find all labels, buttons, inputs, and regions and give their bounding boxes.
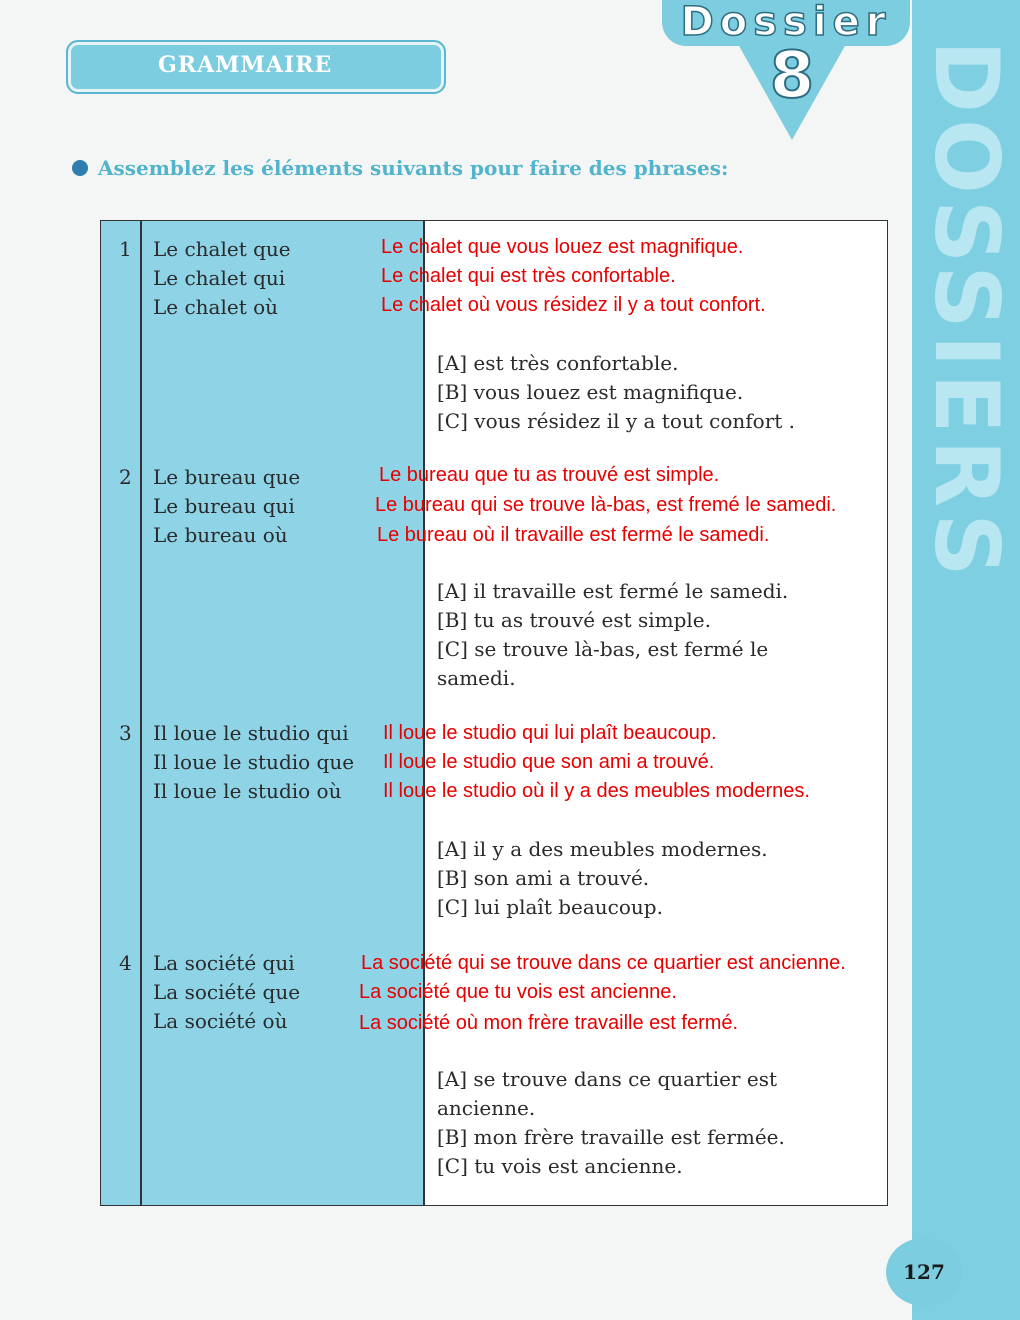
decorative-side-band [912,0,1020,1320]
stem-line: Il loue le studio qui [153,721,349,745]
exercise-number: 2 [119,465,132,489]
dossier-label: Dossier [662,0,910,46]
number-column-divider [140,221,142,1205]
option-line: [C] vous résidez il y a tout confort . [437,409,796,433]
option-line: [A] est très confortable. [437,351,679,375]
stem-line: Le bureau qui [153,494,295,518]
stem-line: Le chalet que [153,237,291,261]
stem-column-background [101,221,423,1205]
handwritten-answer: Le bureau qui se trouve là-bas, est fremé le samedi. [375,494,837,516]
section-header-tab [66,40,446,94]
option-line: [B] vous louez est magnifique. [437,380,744,404]
handwritten-answer: Il loue le studio où il y a des meubles modernes. [383,780,810,802]
bullet-icon [72,160,88,176]
handwritten-answer: Le bureau que tu as trouvé est simple. [379,464,720,486]
option-line: [C] se trouve là-bas, est fermé le samedi. [437,637,769,690]
options-column-divider [423,221,425,1205]
option-line: [C] tu vois est ancienne. [437,1154,683,1178]
option-line: [A] il travaille est fermé le samedi. [437,579,789,603]
stem-line: La société où [153,1009,288,1033]
handwritten-answer: Il loue le studio qui lui plaît beaucoup. [383,722,717,744]
option-line: [B] son ami a trouvé. [437,866,650,890]
dossier-badge [662,0,910,140]
stem-line: La société que [153,980,301,1004]
handwritten-answer: Le chalet où vous résidez il y a tout confort. [381,294,766,316]
handwritten-answer: Le chalet qui est très confortable. [381,265,676,287]
section-title: GRAMMAIRE [158,52,333,78]
stem-line: La société qui [153,951,295,975]
exercise-number: 1 [119,237,132,261]
stem-line: Le chalet qui [153,266,286,290]
side-band-watermark: DOSSIERS [915,40,1018,583]
handwritten-answer: Le chalet que vous louez est magnifique. [381,236,744,258]
option-line: [C] lui plaît beaucoup. [437,895,663,919]
handwritten-answer: La société qui se trouve dans ce quartier est ancienne. [361,952,846,974]
exercise-number: 3 [119,721,132,745]
stem-line: Il loue le studio que [153,750,355,774]
exercise-number: 4 [119,951,132,975]
stem-line: Il loue le studio où [153,779,342,803]
exercise-table [100,220,888,1206]
handwritten-answer: Le bureau où il travaille est fermé le samedi. [377,524,770,546]
option-line: [A] se trouve dans ce quartier est ancienne. [437,1067,777,1120]
handwritten-answer: La société où mon frère travaille est fermé. [359,1012,739,1034]
option-line: [B] tu as trouvé est simple. [437,608,712,632]
page-number: 127 [886,1238,962,1306]
instruction-text: Assemblez les éléments suivants pour faire des phrases: [98,156,729,180]
option-line: [B] mon frère travaille est fermée. [437,1125,785,1149]
instruction-line [72,156,728,180]
dossier-number: 8 [769,39,815,113]
handwritten-answer: La société que tu vois est ancienne. [359,981,677,1003]
option-line: [A] il y a des meubles modernes. [437,837,768,861]
stem-line: Le bureau où [153,523,288,547]
stem-line: Le bureau que [153,465,301,489]
handwritten-answer: Il loue le studio que son ami a trouvé. [383,751,715,773]
stem-line: Le chalet où [153,295,279,319]
